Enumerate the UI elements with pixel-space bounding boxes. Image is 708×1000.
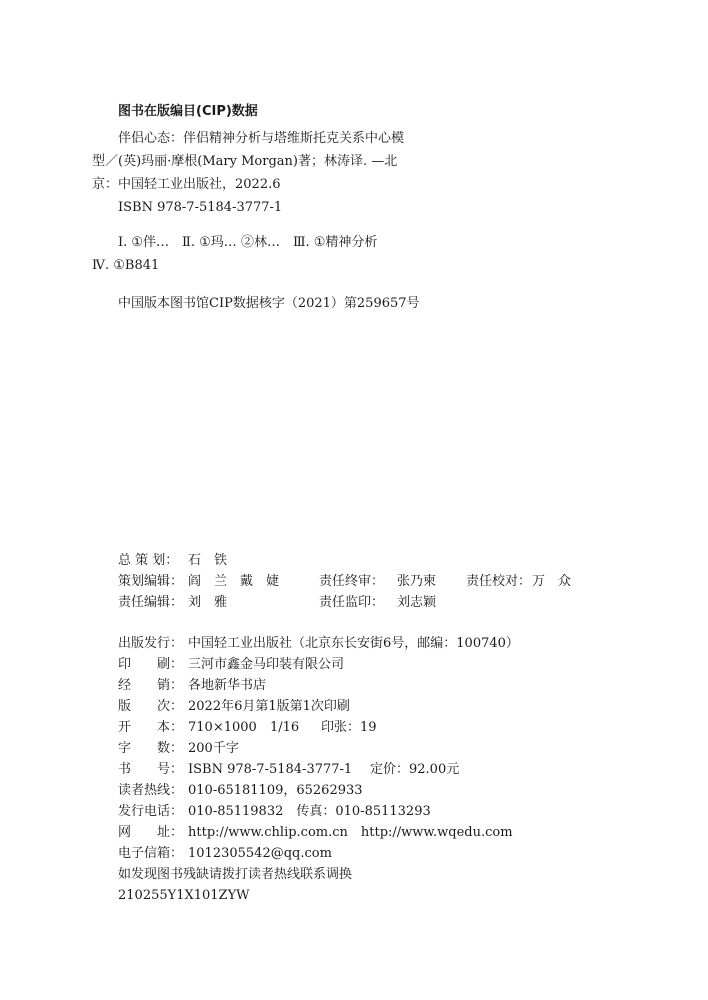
editor-value: 刘 雅 bbox=[188, 595, 228, 610]
cip-clc: Ⅳ. ①B841 bbox=[92, 258, 160, 273]
printer-value: 三河市鑫金马印装有限公司 bbox=[188, 657, 345, 672]
email-label: 电子信箱： bbox=[118, 846, 184, 861]
phone-value: 010-85119832 传真：010-85113293 bbox=[188, 804, 431, 819]
editor-label: 责任编辑： bbox=[118, 595, 184, 610]
isbn-label: 书 号： bbox=[118, 762, 184, 777]
edition-value: 2022年6月第1版第1次印刷 bbox=[188, 699, 350, 714]
email-row bbox=[118, 845, 332, 863]
website-row bbox=[118, 824, 513, 842]
proofreader-label: 责任校对： bbox=[466, 574, 532, 589]
hotline-row bbox=[118, 782, 363, 800]
distributor-label: 经 销： bbox=[118, 678, 184, 693]
price: 定价：92.00元 bbox=[370, 762, 460, 777]
cip-title: 图书在版编目(CIP)数据 bbox=[118, 104, 258, 119]
isbn-row bbox=[118, 761, 518, 779]
publisher-label: 出版发行： bbox=[118, 636, 184, 651]
cip-classification: Ⅰ. ①伴… Ⅱ. ①玛… ②林… Ⅲ. ①精神分析 bbox=[118, 235, 378, 250]
publisher-row bbox=[118, 635, 519, 653]
distributor-value: 各地新华书店 bbox=[188, 678, 267, 693]
print-supervisor-value: 刘志颖 bbox=[397, 595, 437, 610]
distributor-row bbox=[118, 677, 266, 695]
proofreader-value: 万 众 bbox=[532, 574, 572, 589]
words-label: 字 数： bbox=[118, 741, 184, 756]
edition-row bbox=[118, 698, 350, 716]
cip-line-2: 型／(英)玛丽·摩根(Mary Morgan)著；林涛译. —北 bbox=[92, 154, 398, 169]
cip-line-3: 京：中国轻工业出版社，2022.6 bbox=[92, 177, 281, 192]
staff-row-2 bbox=[118, 573, 598, 591]
final-review-label: 责任终审： bbox=[319, 574, 385, 589]
printer-row bbox=[118, 656, 344, 674]
notice: 如发现图书残缺请拨打读者热线联系调换 bbox=[118, 867, 353, 882]
website-value: http://www.chlip.com.cn http://www.wqedu.com bbox=[188, 825, 513, 840]
cip-record-number: 中国版本图书馆CIP数据核字（2021）第259657号 bbox=[118, 296, 420, 311]
format-label: 开 本： bbox=[118, 720, 184, 735]
edition-label: 版 次： bbox=[118, 699, 184, 714]
printer-label: 印 刷： bbox=[118, 657, 184, 672]
words-row bbox=[118, 740, 239, 758]
format-fraction: 1/16 bbox=[270, 720, 300, 735]
planning-editor-label: 策划编辑： bbox=[118, 574, 184, 589]
hotline-value: 010-65181109，65262933 bbox=[188, 783, 363, 798]
staff-row-1 bbox=[118, 552, 227, 570]
email-value: 1012305542@qq.com bbox=[188, 846, 332, 861]
phone-row bbox=[118, 803, 431, 821]
format-value: 710×1000 bbox=[188, 720, 257, 735]
print-supervisor-label: 责任监印： bbox=[319, 595, 385, 610]
product-code: 210255Y1X101ZYW bbox=[118, 888, 250, 903]
print-sheets: 印张：19 bbox=[321, 720, 377, 735]
isbn-value: ISBN 978-7-5184-3777-1 bbox=[188, 762, 353, 777]
words-value: 200千字 bbox=[188, 741, 239, 756]
format-row bbox=[118, 719, 438, 737]
publisher-value: 中国轻工业出版社（北京东长安街6号，邮编：100740） bbox=[188, 636, 519, 651]
chief-planning-value: 石 铁 bbox=[188, 553, 228, 568]
phone-label: 发行电话： bbox=[118, 804, 184, 819]
cip-isbn: ISBN 978-7-5184-3777-1 bbox=[118, 200, 283, 215]
staff-row-3 bbox=[118, 594, 518, 612]
hotline-label: 读者热线： bbox=[118, 783, 184, 798]
planning-editor-value: 阎 兰 戴 婕 bbox=[188, 574, 280, 589]
final-review-value: 张乃柬 bbox=[397, 574, 437, 589]
website-label: 网 址： bbox=[118, 825, 184, 840]
cip-line-1: 伴侣心态：伴侣精神分析与塔维斯托克关系中心模 bbox=[118, 131, 405, 146]
chief-planning-label: 总 策 划： bbox=[118, 553, 179, 568]
